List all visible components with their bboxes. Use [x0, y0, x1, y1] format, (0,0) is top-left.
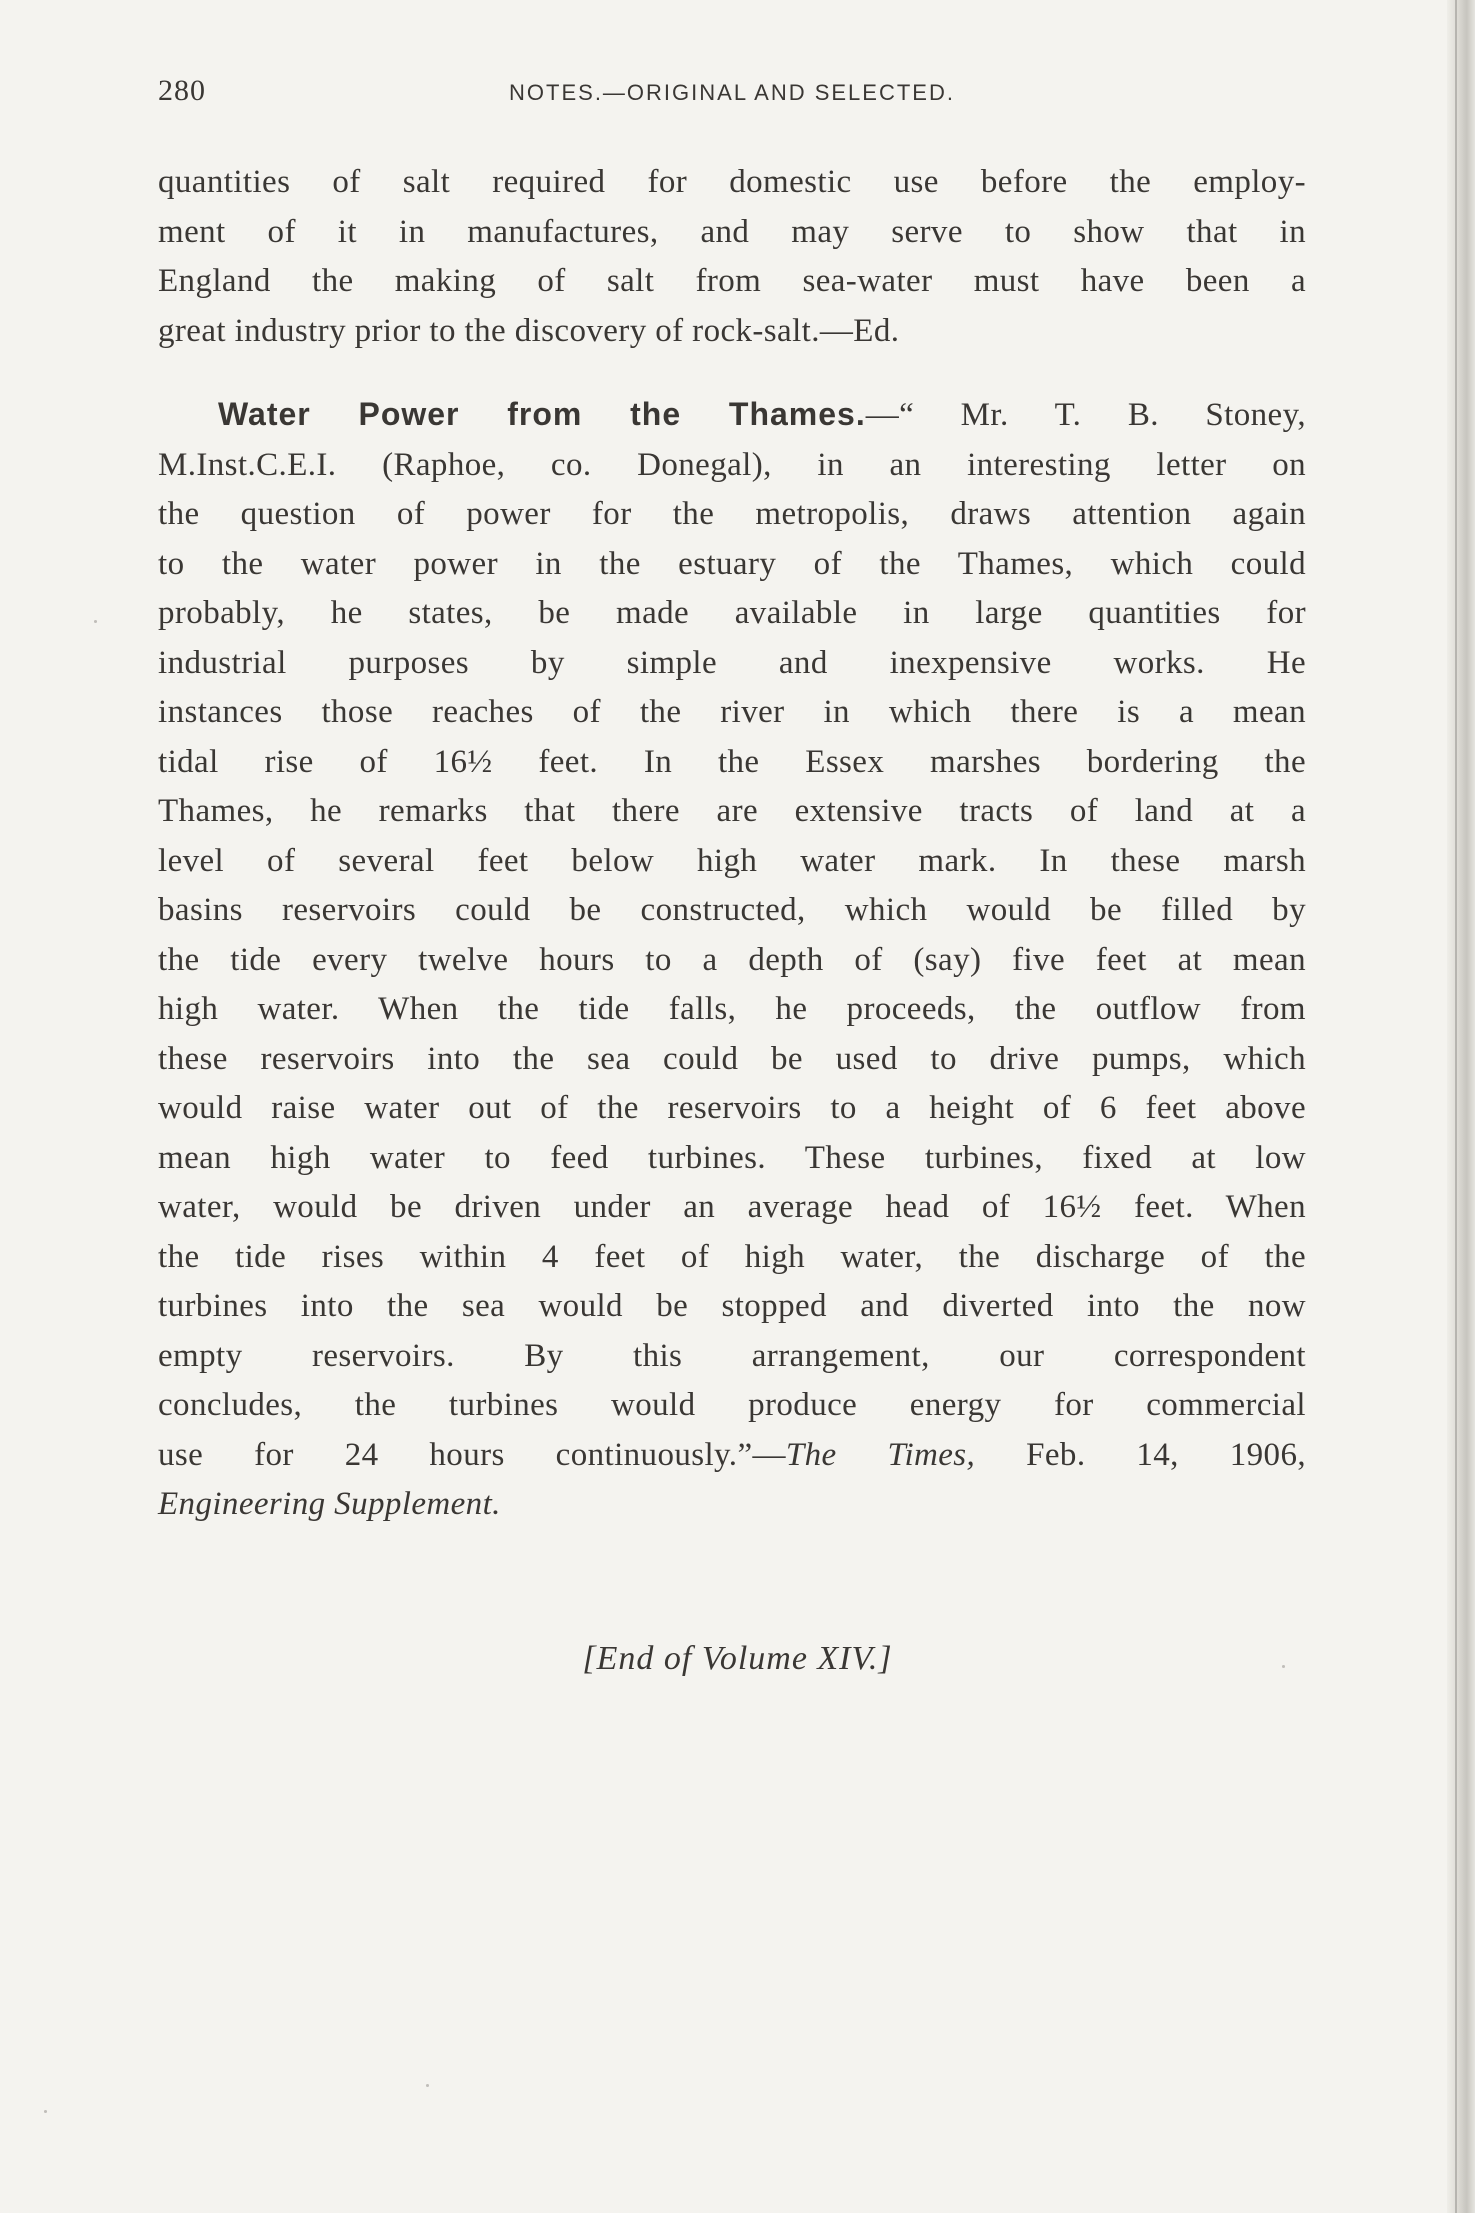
paper-speck — [426, 2084, 429, 2087]
text-line: great industry prior to the discovery of rock-salt.—Ed. — [158, 312, 900, 349]
text-line: concludes, the turbines would produce energy for commercial — [158, 1387, 1306, 1423]
text-line: would raise water out of the reservoirs to a height of 6 feet above — [158, 1090, 1306, 1126]
text-line: M.Inst.C.E.I. (Raphoe, co. Donegal), in an interesting letter on — [158, 446, 1306, 483]
paragraph-salt — [158, 158, 1306, 356]
text-line — [158, 1480, 1306, 1530]
end-note-text: [End of Volume XIV.] — [582, 1640, 893, 1677]
paper-speck — [44, 2110, 47, 2113]
text-line: the tide rises within 4 feet of high water, the discharge of the — [158, 1238, 1306, 1275]
page-number: 280 — [158, 74, 206, 107]
paper-speck — [1282, 1665, 1285, 1668]
text-line: empty reservoirs. By this arrangement, our correspondent — [158, 1337, 1306, 1374]
heading-continuation: —“ Mr. T. B. Stoney, — [865, 397, 1306, 433]
text-line: water, would be driven under an average head of 16½ feet. When — [158, 1189, 1306, 1225]
paper-speck — [94, 620, 97, 623]
text-line: instances those reaches of the river in which there is a mean — [158, 694, 1306, 730]
text-line: the question of power for the metropolis, draws attention again — [158, 496, 1306, 532]
text-line: tidal rise of 16½ feet. In the Essex marshes bordering the — [158, 743, 1306, 780]
text-line: these reservoirs into the sea could be used to drive pumps, which — [158, 1040, 1306, 1077]
text-line: England the making of salt from sea-water must have been a — [158, 263, 1306, 299]
text-line — [158, 390, 1306, 441]
section-heading: Water Power from the Thames. — [218, 396, 866, 432]
citation-date: Feb. 14, 1906, — [975, 1436, 1306, 1473]
end-of-volume-note — [0, 1640, 1475, 1678]
text-line: level of several feet below high water mark. In these marsh — [158, 842, 1306, 879]
article-body — [158, 158, 1306, 1530]
text-line: basins reservoirs could be constructed, which would be filled by — [158, 892, 1306, 928]
text-line: industrial purposes by simple and inexpensive works. He — [158, 644, 1306, 681]
page-edge-shadow — [1447, 0, 1475, 2213]
citation-title: The Times, — [785, 1436, 976, 1473]
page-header — [158, 74, 1306, 114]
running-head: NOTES.—ORIGINAL AND SELECTED. — [509, 80, 955, 105]
text-line: the tide every twelve hours to a depth of (say) five feet at mean — [158, 941, 1306, 978]
citation-supplement: Engineering Supplement. — [158, 1486, 501, 1522]
citation-lead: use for 24 hours continuously.”— — [158, 1436, 786, 1473]
text-line: Thames, he remarks that there are extensive tracts of land at a — [158, 793, 1306, 829]
text-line: to the water power in the estuary of the Thames, which could — [158, 545, 1306, 582]
page-edge-line — [1455, 0, 1457, 2213]
text-line: high water. When the tide falls, he proceeds, the outflow from — [158, 991, 1306, 1027]
text-line — [158, 1431, 1306, 1481]
text-line: turbines into the sea would be stopped and diverted into the now — [158, 1288, 1306, 1324]
text-line: mean high water to feed turbines. These turbines, fixed at low — [158, 1139, 1306, 1176]
text-line: quantities of salt required for domestic use before the employ- — [158, 164, 1306, 200]
text-line: probably, he states, be made available in large quantities for — [158, 595, 1306, 631]
paragraph-water-power — [158, 390, 1306, 1530]
text-line: ment of it in manufactures, and may serve to show that in — [158, 213, 1306, 250]
